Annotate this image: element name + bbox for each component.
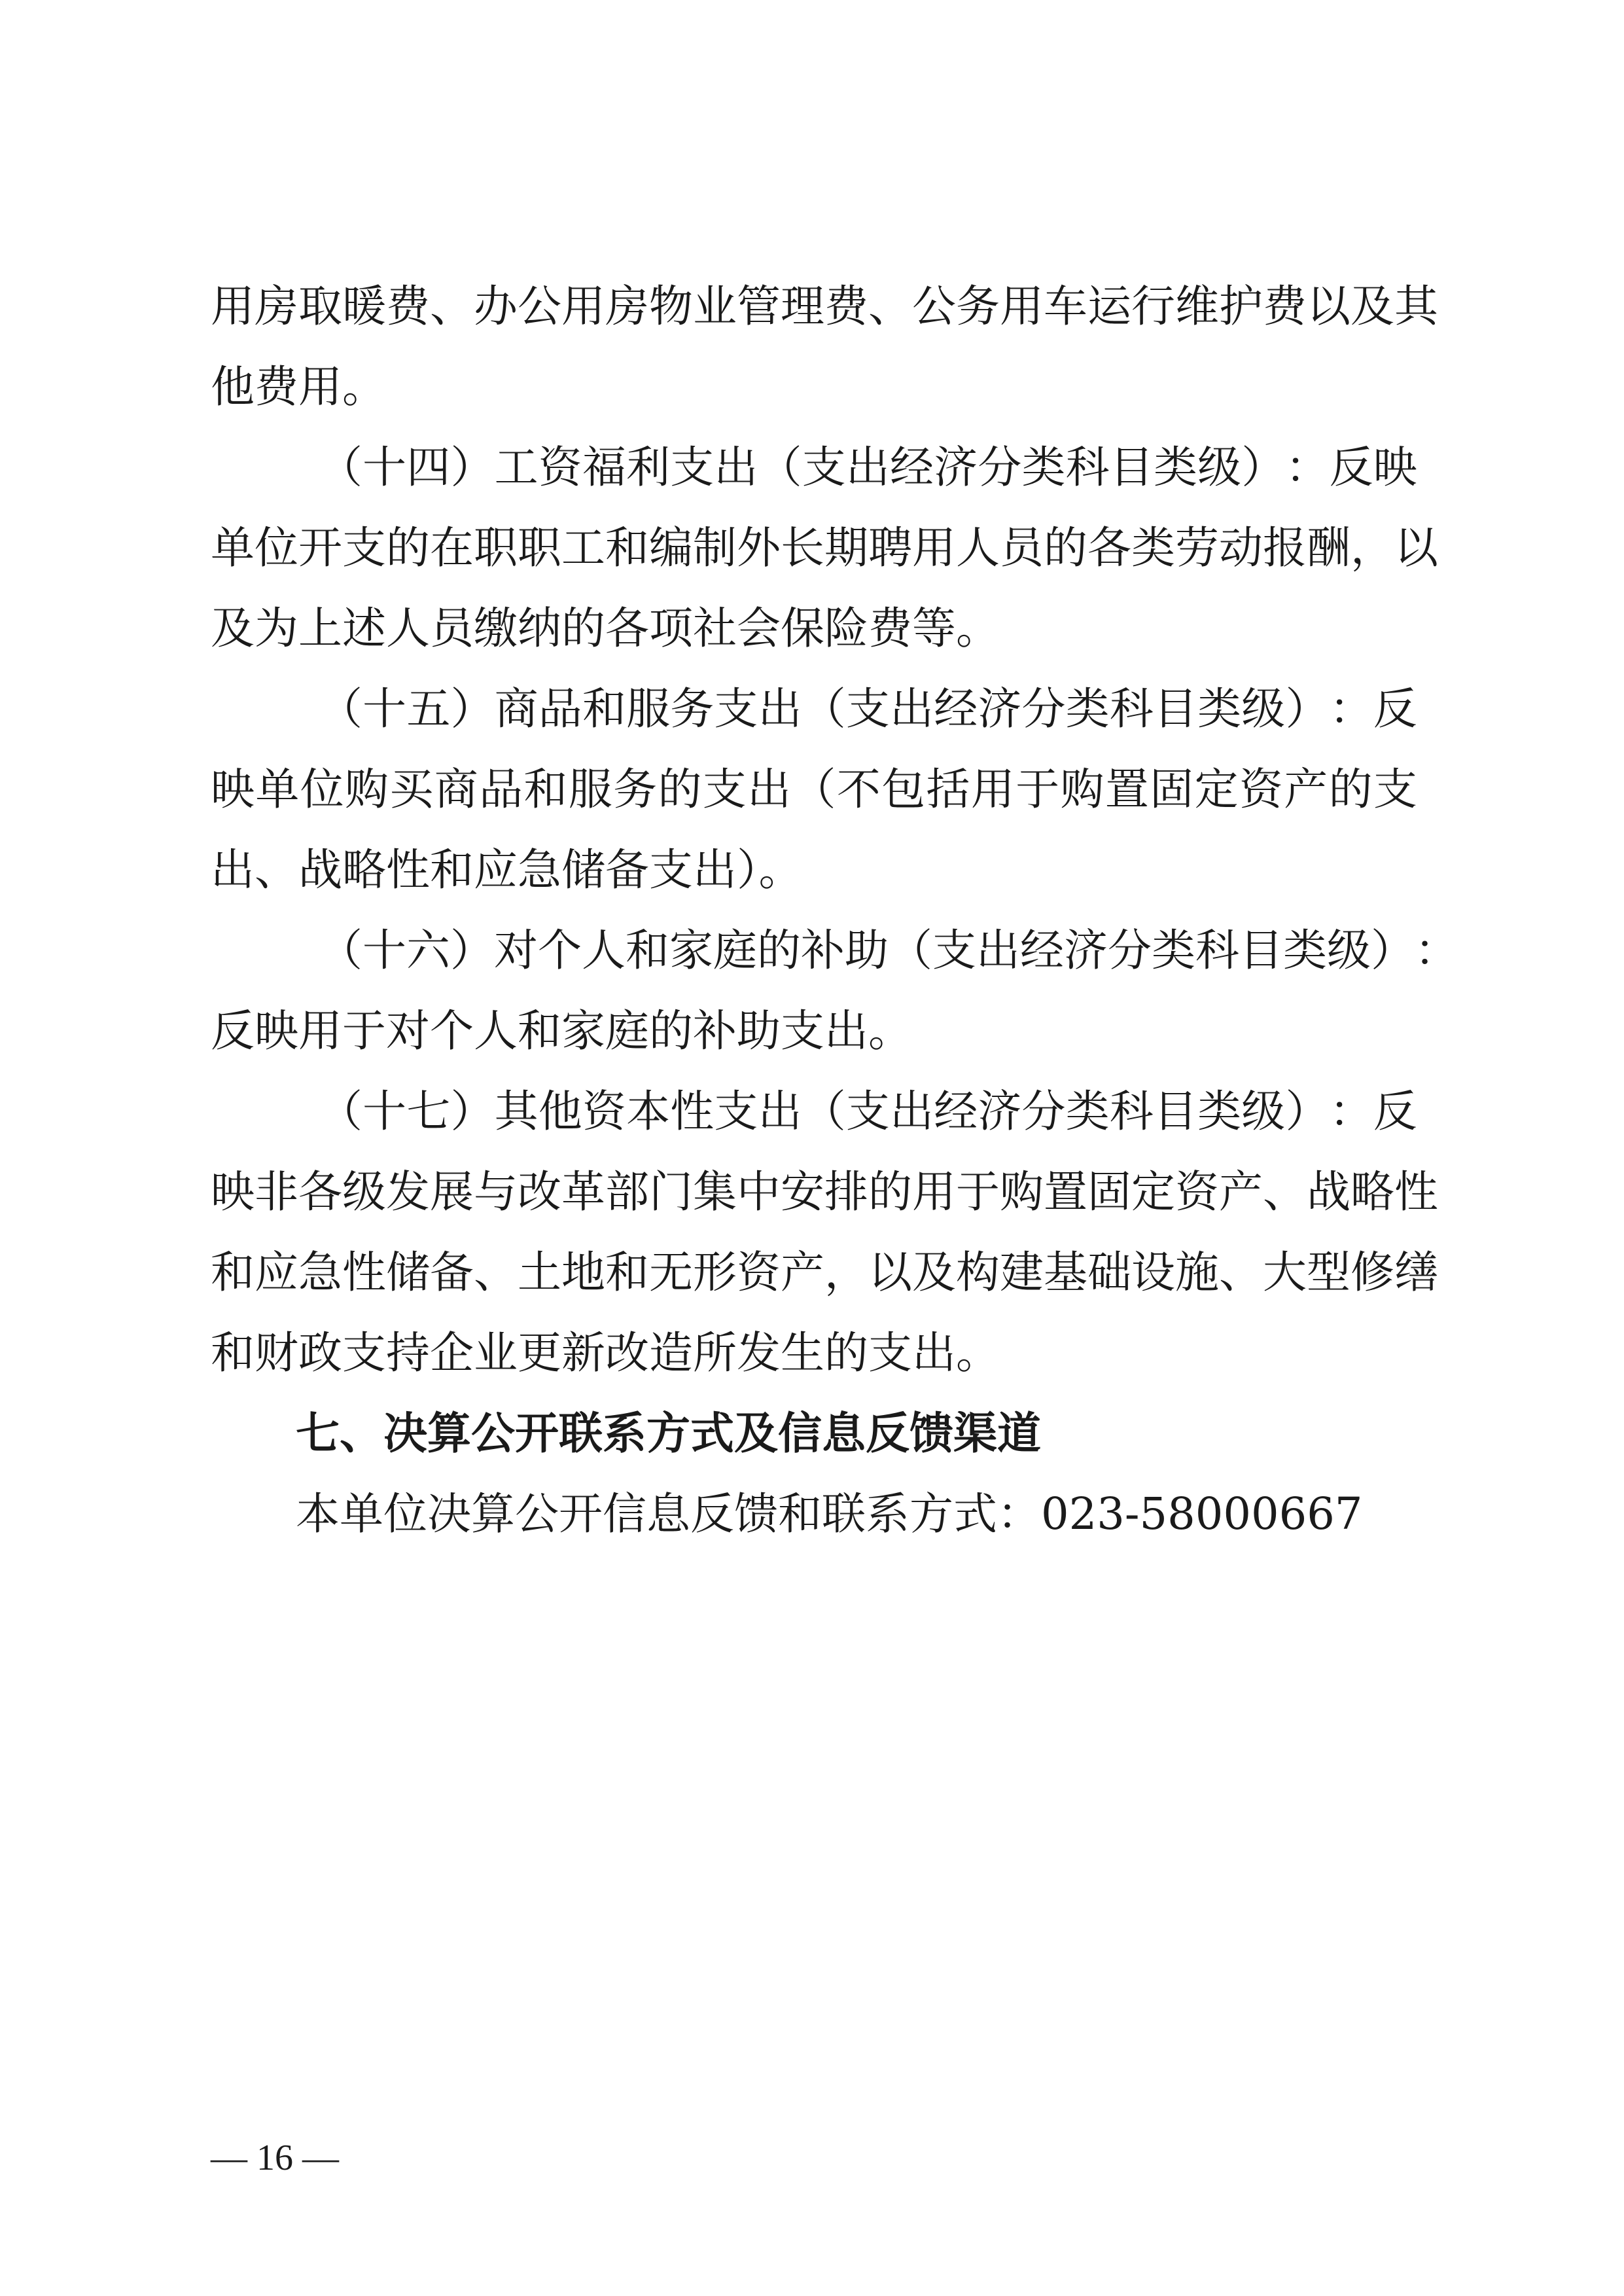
item-14-heading-line: （ 十 四 ） 工 资 福 利 支 出 （ 支 出 经 济 分 类 科 目 类 级 ） ： 反 映 bbox=[319, 442, 1417, 493]
body-line: 和 应 急 性 储 备 、 土 地 和 无 形 资 产 ， 以 及 构 建 基 础 设 施 、 大 型 修 缮 bbox=[211, 1247, 1438, 1298]
body-line: 出、战略性和应急储备支出）。 bbox=[211, 844, 803, 895]
body-line: 单 位 开 支 的 在 职 职 工 和 编 制 外 长 期 聘 用 人 员 的 各 类 劳 动 报 酬 ， 以 bbox=[211, 522, 1438, 573]
body-line: 映 非 各 级 发 展 与 改 革 部 门 集 中 安 排 的 用 于 购 置 固 定 资 产 、 战 略 性 bbox=[211, 1166, 1438, 1217]
item-16-heading-line: （ 十 六 ） 对 个 人 和 家 庭 的 补 助 （ 支 出 经 济 分 类 科 目 类 级 ） ： bbox=[319, 925, 1458, 976]
body-line: 反映用于对个人和家庭的补助支出。 bbox=[211, 1005, 912, 1056]
item-17-heading-line: （ 十 七 ） 其 他 资 本 性 支 出 （ 支 出 经 济 分 类 科 目 类 级 ） ： 反 bbox=[319, 1086, 1417, 1137]
item-15-heading-line: （ 十 五 ） 商 品 和 服 务 支 出 （ 支 出 经 济 分 类 科 目 类 级 ） ： 反 bbox=[319, 683, 1417, 734]
body-line: 他费用。 bbox=[211, 361, 386, 412]
body-line: 映 单 位 购 买 商 品 和 服 务 的 支 出 （ 不 包 括 用 于 购 置 固 定 资 产 的 支 bbox=[211, 764, 1417, 815]
body-line: 及为上述人员缴纳的各项社会保险费等。 bbox=[211, 603, 1000, 654]
body-line: 用 房 取 暖 费 、 办 公 用 房 物 业 管 理 费 、 公 务 用 车 运 行 维 护 费 以 及 其 bbox=[211, 281, 1438, 332]
page-number: — 16 — bbox=[211, 2138, 339, 2178]
body-line: 和财政支持企业更新改造所发生的支出。 bbox=[211, 1327, 1000, 1378]
section-heading: 七、决算公开联系方式及信息反馈渠道 bbox=[296, 1408, 1041, 1459]
contact-line: 本单位决算公开信息反馈和联系方式：023-58000667 bbox=[296, 1488, 1363, 1539]
